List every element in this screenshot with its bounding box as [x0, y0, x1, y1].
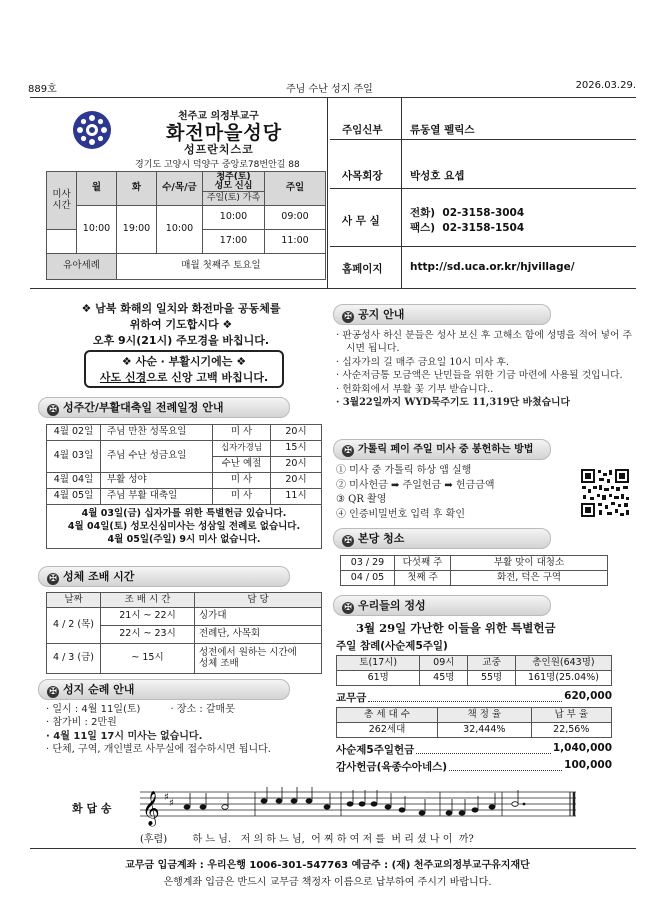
att-col: 토(17시) — [337, 656, 420, 671]
issue-number: 889호 — [28, 84, 57, 95]
cross-icon: ✠ — [342, 535, 354, 547]
hw-note-3: 4월 05일(주일) 9시 미사 없습니다. — [107, 534, 261, 545]
hw-time: 20시 — [271, 473, 322, 489]
pilgrimage-list: · 일시 : 4월 11일(토) · 장소 : 갈매못 · 참가비 : 2만원 · 4월 11일 17시 미사는 없습니다. · 단체, 구역, 개인별로 사무실에 접수하시면 됩니다. — [46, 704, 271, 756]
patron-name: 성프란치스코 — [184, 143, 254, 156]
notice-item: 사순저금통 모금액은 난민들을 위한 기금 마련에 사용될 것입니다. — [342, 370, 623, 382]
hw-time: 20시 — [271, 425, 322, 441]
hw-note-1: 4월 03일(금) 십자가를 위한 특별헌금 있습니다. — [81, 508, 287, 519]
adoration-col: 조 배 시 간 — [101, 593, 195, 608]
parish-info — [30, 98, 328, 288]
offering-title: 우리들의 정성 — [358, 599, 426, 612]
cross-icon: ✠ — [47, 686, 59, 698]
att-value: 45명 — [420, 671, 468, 686]
hw-rite: 수난 예절 — [213, 457, 271, 473]
dues-row — [336, 690, 612, 705]
thanks-offering-row — [336, 759, 612, 774]
att-col: 교중 — [468, 656, 516, 671]
pilgrimage-register: 단체, 구역, 개인별로 사무실에 접수하시면 됩니다. — [52, 744, 271, 756]
cleaning-title: 본당 청소 — [358, 532, 405, 545]
mass-schedule-table — [46, 171, 326, 280]
cleaning-area: 화전, 덕은 구역 — [451, 571, 608, 586]
offering-header — [333, 595, 551, 616]
lent-offering-value: 1,040,000 — [552, 742, 612, 754]
pay-step: ② 미사헌금 ➡ 주일헌금 ➡ 헌금금액 — [336, 479, 495, 491]
attendance-table — [336, 655, 612, 686]
mass-time-sat-2: 17:00 — [203, 230, 265, 254]
cleaning-date: 04 / 05 — [341, 571, 395, 586]
hw-rite: 미 사 — [213, 473, 271, 489]
catholic-pay-title: 가톨릭 페이 주일 미사 중 봉헌하는 방법 — [358, 444, 534, 455]
day-tue: 화 — [117, 172, 157, 206]
hw-event: 주님 수난 성금요일 — [101, 441, 213, 473]
adoration-group: 성전에서 원하는 시간에 성체 조배 — [195, 644, 322, 674]
mass-time-sat-1: 10:00 — [203, 206, 265, 230]
hw-rite: 미 사 — [213, 489, 271, 505]
pilgrimage-place: 장소 : 갈매못 — [176, 704, 235, 715]
treble-clef-icon: 𝄞 — [142, 791, 160, 826]
parish-address: 경기도 고양시 덕양구 중앙로78번안길 88 — [135, 160, 300, 170]
adoration-col: 날짜 — [47, 593, 101, 608]
hw-date: 4월 02일 — [47, 425, 101, 441]
adoration-date: 4 / 3 (금) — [47, 644, 101, 674]
pay-step: ④ 인증비밀번호 입력 후 확인 — [336, 508, 465, 520]
adoration-col: 담 당 — [195, 593, 322, 608]
catholic-pay-header — [333, 439, 551, 460]
cross-icon: ✠ — [342, 445, 354, 457]
parish-name: 화전마을성당 — [166, 122, 283, 144]
cleaning-table — [340, 555, 608, 586]
mass-row-label: 미사 시간 — [47, 172, 77, 230]
prayer-line-2: 위하여 기도합시다 ❖ — [129, 318, 233, 331]
mass-cell-blank — [47, 230, 77, 254]
mass-time-sun-1: 09:00 — [265, 206, 326, 230]
mass-time-mon: 10:00 — [77, 206, 117, 254]
notice-item: 판공성사 하신 분들은 성사 보신 후 고해소 함에 성명을 적어 넣어 주시면 됩니다. — [342, 330, 633, 355]
music-staff — [140, 784, 578, 828]
attendance-label: 주일 참례(사순제5주일) — [336, 640, 448, 652]
hw-note-2: 4월 04일(토) 성모신심미사는 성삼일 전례로 없습니다. — [67, 521, 301, 532]
cleaning-date: 03 / 29 — [341, 556, 395, 571]
adoration-time: 21시 ~ 22시 — [101, 608, 195, 626]
pilgrimage-header — [38, 679, 290, 700]
hw-time: 15시 — [271, 441, 322, 457]
prayer-line-1: ❖ 남북 화해의 일치와 화전마을 공동체를 — [81, 302, 281, 315]
notice-list: · 판공성사 하신 분들은 성사 보신 후 고해소 함에 성명을 적어 넣어 주시면 됩니다. · 십자가의 길 매주 금요일 10시 미사 후. · 사순저금통 모금액은 난민들을 위한 기금 마련에 사용될 것입니다. · 헌화회에서 부활 꽃 기부 받습니다.. · 3월22일까지 WYD묵주기도 11,319단 바쳤습니다 — [336, 330, 633, 409]
qr-code-icon[interactable] — [580, 468, 630, 518]
hh-value: 22,56% — [531, 723, 611, 738]
creed-line-2: 으로 신앙 고백 바칩니다. — [146, 371, 269, 384]
council-label: 사목회장 — [342, 170, 383, 182]
adoration-time: ~ 15시 — [101, 644, 195, 674]
mass-time-wedfri: 10:00 — [157, 206, 203, 254]
hh-value: 262세대 — [337, 723, 438, 738]
infant-baptism-value: 매월 첫째주 토요일 — [117, 254, 326, 280]
cross-icon: ✠ — [47, 404, 59, 416]
thanks-offering-value: 100,000 — [564, 759, 612, 771]
prayer-line-3: 오후 9시(21시) 주모경을 바칩니다. — [92, 334, 270, 347]
thanks-offering-label: 감사헌금(육종수아네스) — [336, 761, 448, 773]
infant-baptism-label: 유아세례 — [47, 254, 117, 280]
cross-icon: ✠ — [47, 573, 59, 585]
bulletin-date: 2026.03.29. — [575, 80, 636, 91]
hw-time: 20시 — [271, 457, 322, 473]
office-label: 사 무 실 — [342, 215, 380, 227]
att-col: 총인원(643명) — [516, 656, 612, 671]
notice-item: 3월22일까지 WYD묵주기도 11,319단 바쳤습니다 — [342, 397, 570, 409]
dues-value: 620,000 — [564, 690, 612, 702]
day-wedfri: 수/목/금 — [157, 172, 203, 206]
pilgrimage-mass-note: 4월 11일 17시 미사는 없습니다. — [53, 730, 203, 742]
pastor-value: 류동열 펠릭스 — [410, 124, 475, 136]
footer-rule — [30, 848, 636, 849]
pilgrimage-fee: 참가비 : 2만원 — [52, 717, 117, 729]
responsorial-label: 화 답 송 — [72, 802, 112, 815]
footer-account: 교무금 입금계좌 : 우리은행 1006-301-547763 예금주 : (재) 천주교의정부교구유지재단 — [125, 860, 530, 871]
music-lyrics: (후렴) 하 느 님. 저 의 하 느 님, 어 찌 하 여 저 를 버 리 셨 나 이 까? — [140, 834, 474, 845]
att-value: 55명 — [468, 671, 516, 686]
hh-value: 32,444% — [438, 723, 532, 738]
hw-event: 주님 부활 대축일 — [101, 489, 213, 505]
homepage-link[interactable]: http://sd.uca.or.kr/hjvillage/ — [410, 261, 575, 273]
creed-notice-box — [84, 350, 284, 388]
contacts-panel — [330, 98, 636, 288]
office-value: 전화) 02-3158-3004 팩스) 02-3158-1504 — [410, 207, 525, 234]
catholic-pay-steps — [336, 464, 556, 522]
svg-text:♯: ♯ — [169, 798, 174, 809]
cleaning-week: 첫째 주 — [395, 571, 451, 586]
adoration-time: 22시 ~ 23시 — [101, 626, 195, 644]
holyweek-header — [38, 397, 290, 418]
special-offering: 3월 29일 가난한 이들을 위한 특별헌금 — [356, 621, 556, 635]
hw-event: 주님 만찬 성목요일 — [101, 425, 213, 441]
hh-col: 총 세 대 수 — [337, 708, 438, 723]
notice-header — [333, 304, 551, 325]
hw-date: 4월 03일 — [47, 441, 101, 473]
pilgrimage-date: 일시 : 4월 11일(토) — [52, 704, 141, 715]
adoration-title: 성체 조배 시간 — [63, 570, 135, 583]
dues-label: 교무금 — [336, 692, 367, 704]
pilgrimage-title: 성지 순례 안내 — [63, 683, 135, 696]
footer-note: 은행계좌 입금은 반드시 교무금 책정자 이름으로 납부하여 주시기 바랍니다. — [163, 877, 492, 888]
notice-item: 십자가의 길 매주 금요일 10시 미사 후. — [342, 356, 509, 368]
att-value: 61명 — [337, 671, 420, 686]
adoration-table — [46, 592, 322, 674]
mass-time-tue: 19:00 — [117, 206, 157, 254]
cleaning-header — [333, 528, 551, 549]
pastor-label: 주임신부 — [342, 124, 383, 136]
pay-step: ① 미사 중 가톨릭 하상 앱 실행 — [336, 465, 472, 476]
adoration-header — [38, 566, 290, 587]
cleaning-area: 부활 맞이 대청소 — [451, 556, 608, 571]
svg-text:♯: ♯ — [164, 792, 169, 803]
hw-date: 4월 05일 — [47, 489, 101, 505]
apostles-creed: 사도 신경 — [99, 371, 147, 384]
council-value: 박성호 요셉 — [410, 170, 465, 182]
att-col: 09시 — [420, 656, 468, 671]
cross-icon: ✠ — [342, 311, 354, 323]
hw-date: 4월 04일 — [47, 473, 101, 489]
prayer-intention — [38, 301, 324, 349]
homepage-label: 홈페이지 — [342, 263, 383, 275]
notice-item: 헌화회에서 부활 꽃 기부 받습니다.. — [342, 383, 494, 395]
holyweek-title: 성주간/부활대축일 전례일정 안내 — [63, 401, 224, 414]
adoration-group: 전례단, 사목회 — [195, 626, 322, 644]
notice-title: 공지 안내 — [358, 308, 405, 321]
cross-icon: ✠ — [342, 602, 354, 614]
hw-event: 부활 성야 — [101, 473, 213, 489]
parish-logo-icon — [72, 110, 112, 150]
header-bottom-rule — [30, 288, 636, 289]
holyweek-table — [46, 424, 322, 549]
pay-step: ③ QR 촬영 — [336, 494, 387, 505]
hh-col: 납 부 율 — [531, 708, 611, 723]
mass-time-sun-2: 11:00 — [265, 230, 326, 254]
lent-offering-label: 사순제5주일헌금 — [336, 744, 415, 756]
hw-rite: 미 사 — [213, 425, 271, 441]
creed-line-1: ❖ 사순 · 부활시기에는 ❖ — [121, 355, 247, 368]
week-title: 주님 수난 성지 주일 — [286, 84, 373, 95]
adoration-date: 4 / 2 (목) — [47, 608, 101, 644]
att-value: 161명(25.04%) — [516, 671, 612, 686]
hh-col: 책 정 율 — [438, 708, 532, 723]
day-sun: 주일 — [265, 172, 326, 206]
day-sat: 청주(토) 성모 신심 — [203, 172, 265, 192]
day-mon: 월 — [77, 172, 117, 206]
adoration-group: 싱가대 — [195, 608, 322, 626]
hw-time: 11시 — [271, 489, 322, 505]
sat-note: 주일(토) 가족 — [203, 192, 265, 206]
lent-offering-row — [336, 742, 612, 757]
diocese-name: 천주교 의정부교구 — [178, 111, 259, 122]
household-table — [336, 707, 612, 738]
cleaning-week: 다섯째 주 — [395, 556, 451, 571]
hw-rite: 십자가경님 — [213, 441, 271, 457]
